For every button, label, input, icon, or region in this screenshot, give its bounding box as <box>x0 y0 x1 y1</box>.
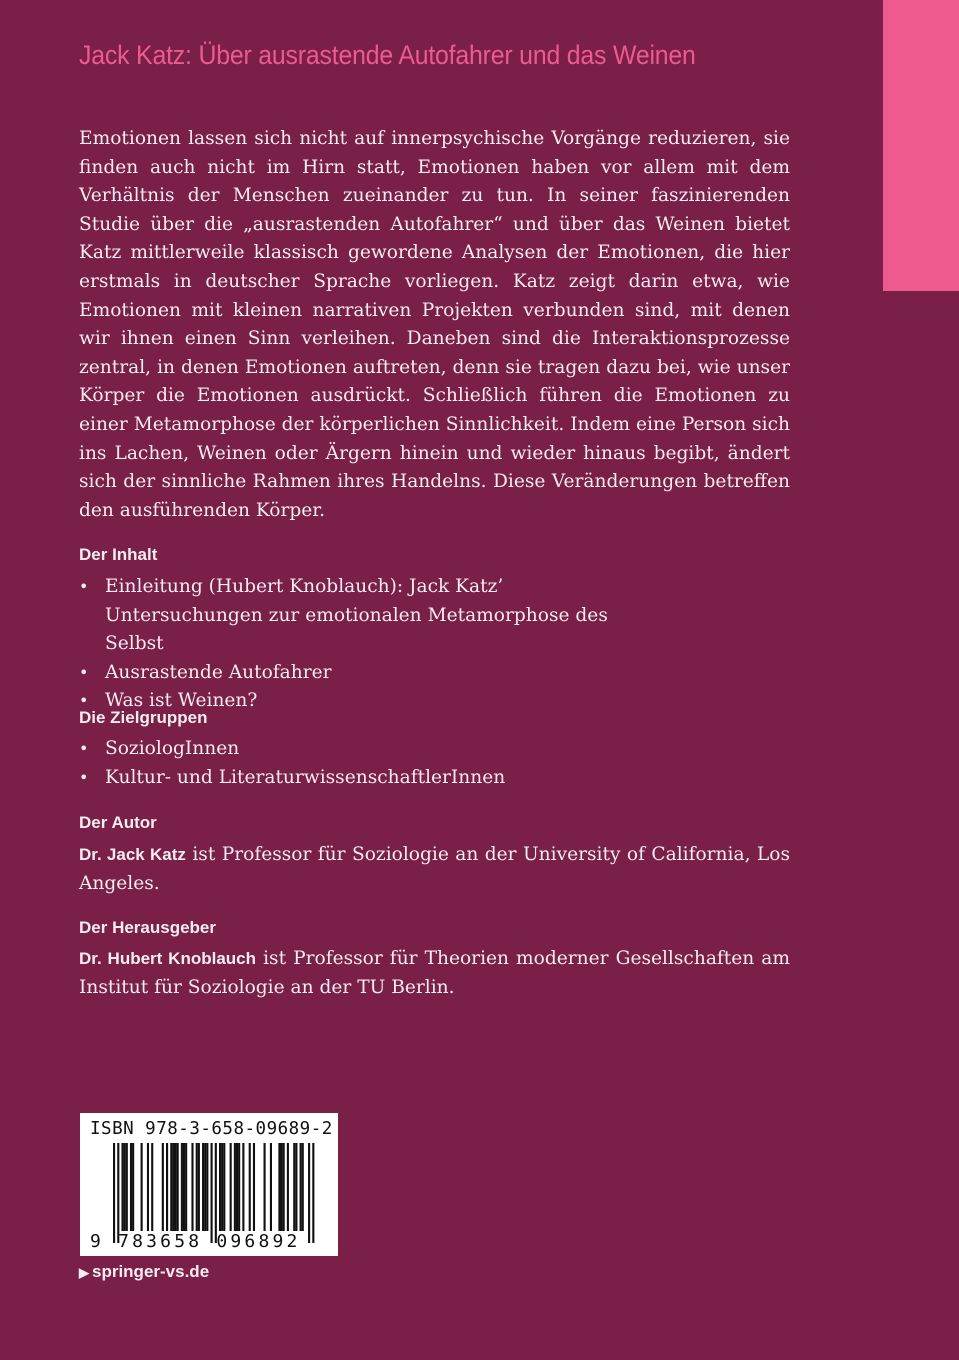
barcode-bar <box>196 1143 198 1231</box>
list-item: • Was ist Weinen? <box>79 687 779 716</box>
list-item: • Kultur- und LiteraturwissenschaftlerInnen <box>79 764 779 793</box>
barcode-bar <box>211 1143 213 1243</box>
author-heading: Der Autor <box>79 813 157 832</box>
barcode-bar <box>238 1143 240 1231</box>
barcode-bar <box>302 1143 304 1231</box>
barcode-bar <box>177 1143 179 1231</box>
barcode-bar <box>113 1143 115 1243</box>
barcode-bar <box>185 1143 187 1231</box>
barcode-bar <box>126 1143 128 1231</box>
barcode-bar <box>132 1143 134 1231</box>
barcode-bar <box>198 1143 200 1231</box>
barcode-bar <box>121 1143 123 1231</box>
barcode-bar <box>191 1143 193 1231</box>
contents-list <box>79 573 779 716</box>
barcode-bar <box>234 1143 236 1231</box>
barcode-bar <box>202 1143 204 1231</box>
barcode-bar <box>283 1143 285 1231</box>
barcode-bar <box>117 1143 119 1243</box>
accent-bar <box>883 0 959 291</box>
editor-bio <box>79 945 790 1002</box>
barcode-bar <box>300 1143 302 1231</box>
barcode-bar <box>124 1143 126 1231</box>
barcode-bar <box>215 1143 217 1243</box>
barcode-bar <box>308 1143 310 1243</box>
isbn-label: ISBN 978-3-658-09689-2 <box>90 1119 333 1139</box>
audience-list <box>79 735 779 792</box>
barcode-bar <box>204 1143 206 1231</box>
barcode-bar <box>130 1143 132 1231</box>
audience-heading: Die Zielgruppen <box>79 708 208 727</box>
barcode-bar <box>264 1143 266 1231</box>
author-text: ist Professor für Soziologie an der University of California, Los Angeles. <box>79 844 790 894</box>
barcode-bar <box>249 1143 251 1231</box>
barcode-bar <box>230 1143 232 1231</box>
intro-text: Emotionen lassen sich nicht auf innerpsychische Vorgänge reduzieren, sie finden auch nicht im Hirn statt, Emotionen haben vor allem mit dem Verhältnis der Menschen zueinander zu tun. In seiner faszinierenden Studie über die „ausrastenden Autofahrer“ und über das Weinen bietet Katz mittlerweile klassisch gewordene Analysen der Emotionen, die hier erstmals in deutscher Sprache vorliegen. Katz zeigt darin etwa, wie Emotionen mit kleinen narrativen Projekten verbunden sind, mit denen wir ihnen einen Sinn verleihen. Daneben sind die Interaktionsprozesse zentral, in denen Emotionen auftreten, denn sie tragen dazu bei, wie unser Körper die Emotionen ausdrückt. Schließlich führen die Emotionen zu einer Metamorphose der körperlichen Sinnlichkeit. Indem eine Person sich ins Lachen, Weinen oder Ärgern hinein und wieder hinaus begibt, ändert sich der sinnliche Rahmen ihres Handelns. Diese Veränderungen betreffen den ausführenden Körper. <box>79 128 790 521</box>
barcode-bar <box>151 1143 153 1231</box>
barcode-bar <box>223 1143 225 1231</box>
barcode-bar <box>293 1143 295 1231</box>
ean-digits: 9 783658 096892 <box>90 1231 301 1252</box>
book-title: Jack Katz: Über ausrastende Autofahrer und das Weinen <box>79 40 696 70</box>
barcode-bar <box>183 1143 185 1231</box>
author-bio <box>79 841 790 898</box>
barcode-bar <box>280 1143 282 1231</box>
list-item: • Einleitung (Hubert Knoblauch): Jack Katz’ Untersuchungen zur emotionalen Metamorphose des Selbst <box>79 573 665 659</box>
barcode-bar <box>236 1143 238 1231</box>
editor-heading: Der Herausgeber <box>79 918 217 937</box>
website-text: springer-vs.de <box>92 1262 210 1281</box>
author-name: Dr. Jack Katz <box>79 845 186 864</box>
list-item: • Ausrastende Autofahrer <box>79 659 779 688</box>
barcode-bar <box>206 1143 208 1231</box>
barcode-bar <box>295 1143 297 1231</box>
barcode-bar <box>170 1143 172 1231</box>
barcode-bar <box>242 1143 244 1231</box>
barcode-bar <box>147 1143 149 1231</box>
barcode-bar <box>253 1143 255 1231</box>
barcode-bar <box>270 1143 272 1231</box>
list-item: • SoziologInnen <box>79 735 779 764</box>
barcode-bar <box>278 1143 280 1231</box>
barcode-bar <box>172 1143 174 1231</box>
barcode-bar <box>141 1143 143 1231</box>
barcode-bar <box>162 1143 164 1231</box>
barcode-bar <box>181 1143 183 1231</box>
barcode-bar <box>219 1143 221 1231</box>
website-link[interactable] <box>79 1262 209 1282</box>
barcode-bar <box>174 1143 176 1231</box>
editor-name: Dr. Hubert Knoblauch <box>79 949 257 968</box>
contents-heading: Der Inhalt <box>79 545 158 564</box>
barcode-bar <box>312 1143 314 1243</box>
barcode-box <box>80 1113 338 1256</box>
arrow-right-icon: ▶ <box>79 1265 89 1280</box>
barcode-bar <box>287 1143 289 1231</box>
editor-text: ist Professor für Theorien moderner Gesellschaften am Institut für Soziologie an der TU Berlin. <box>79 948 791 998</box>
barcode-bar <box>166 1143 168 1231</box>
barcode-bar <box>221 1143 223 1231</box>
